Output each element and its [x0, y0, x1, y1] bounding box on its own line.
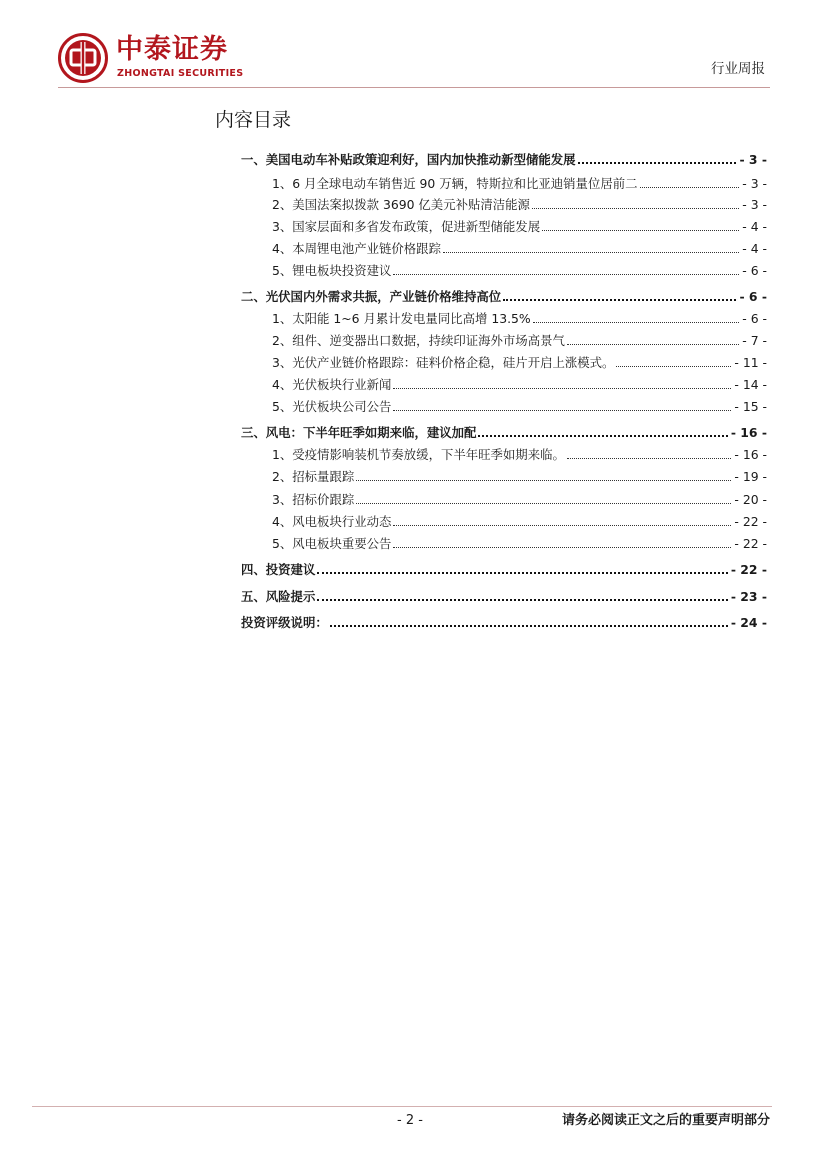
toc-subsection-entry[interactable]: [272, 534, 767, 552]
toc-subsection-entry[interactable]: [272, 239, 767, 257]
footer-disclaimer: 请务必阅读正文之后的重要声明部分: [561, 1113, 770, 1128]
toc-section-entry[interactable]: [241, 613, 767, 631]
toc-entry-text: 5、锂电板块投资建议: [272, 263, 392, 278]
toc-dot-leader: [640, 187, 740, 188]
toc-dot-leader: [317, 599, 728, 601]
toc-dot-leader: [317, 572, 728, 574]
toc-entry-text: 4、风电板块行业动态: [272, 514, 392, 529]
toc-dot-leader: [356, 480, 731, 481]
toc-dot-leader: [616, 366, 731, 367]
toc-section-entry[interactable]: [241, 423, 767, 441]
toc-page-number: - 15 -: [734, 399, 767, 414]
toc-page-number: - 11 -: [734, 355, 767, 370]
toc-dot-leader: [533, 322, 740, 323]
toc-page-number: - 3 -: [739, 152, 767, 167]
toc-subsection-entry[interactable]: [272, 375, 767, 393]
toc-entry-text: 五、风险提示: [241, 589, 316, 604]
footer-divider: [32, 1106, 772, 1107]
toc-entry-text: 5、风电板块重要公告: [272, 536, 392, 551]
toc-page-number: - 16 -: [730, 425, 767, 440]
toc-page-number: - 6 -: [742, 263, 767, 278]
toc-dot-leader: [356, 503, 731, 504]
toc-page-number: - 6 -: [739, 289, 767, 304]
toc-entry-text: 四、投资建议: [241, 562, 316, 577]
toc-dot-leader: [443, 252, 739, 253]
toc-subsection-entry[interactable]: [272, 195, 767, 213]
toc-page-number: - 7 -: [742, 333, 767, 348]
toc-entry-text: 2、美国法案拟拨款 3690 亿美元补贴清洁能源: [272, 197, 530, 212]
toc-dot-leader: [567, 458, 732, 459]
toc-dot-leader: [393, 525, 731, 526]
brand-name-cn: 中泰证券: [116, 34, 228, 65]
report-type-label: 行业周报: [711, 61, 765, 77]
toc-section-entry[interactable]: [241, 587, 767, 605]
toc-subsection-entry[interactable]: [272, 309, 767, 327]
toc-page-number: - 4 -: [742, 241, 767, 256]
toc-entry-text: 一、美国电动车补贴政策迎利好，国内加快推动新型储能发展: [241, 152, 576, 167]
toc-dot-leader: [503, 299, 736, 301]
toc-subsection-entry[interactable]: [272, 512, 767, 530]
toc-entry-text: 1、6 月全球电动车销售近 90 万辆，特斯拉和比亚迪销量位居前二: [272, 176, 638, 191]
toc-dot-leader: [478, 435, 727, 437]
toc-page-number: - 3 -: [742, 197, 767, 212]
toc-page-number: - 24 -: [730, 615, 767, 630]
toc-subsection-entry[interactable]: [272, 331, 767, 349]
toc-section-entry[interactable]: [241, 287, 767, 305]
toc-entry-text: 2、组件、逆变器出口数据，持续印证海外市场高景气: [272, 333, 565, 348]
toc-subsection-entry[interactable]: [272, 445, 767, 463]
toc-page-number: - 20 -: [734, 492, 767, 507]
toc-page-number: - 4 -: [742, 219, 767, 234]
toc-entry-text: 二、光伏国内外需求共振，产业链价格维持高位: [241, 289, 502, 304]
brand-name-en: ZHONGTAI SECURITIES: [117, 68, 244, 79]
toc-subsection-entry[interactable]: [272, 217, 767, 235]
toc-subsection-entry[interactable]: [272, 467, 767, 485]
toc-page-number: - 23 -: [730, 589, 767, 604]
toc-entry-text: 4、本周锂电池产业链价格跟踪: [272, 241, 441, 256]
toc-page-number: - 16 -: [734, 447, 767, 462]
toc-dot-leader: [330, 625, 728, 627]
toc-dot-leader: [532, 208, 739, 209]
toc-entry-text: 1、受疫情影响装机节奏放缓，下半年旺季如期来临。: [272, 447, 565, 462]
toc-page-number: - 3 -: [742, 176, 767, 191]
toc-section-entry[interactable]: [241, 560, 767, 578]
toc-dot-leader: [393, 388, 731, 389]
toc-page-number: - 22 -: [734, 536, 767, 551]
toc-page-number: - 19 -: [734, 469, 767, 484]
toc-dot-leader: [393, 274, 739, 275]
toc-entry-text: 1、太阳能 1~6 月累计发电量同比高增 13.5%: [272, 311, 531, 326]
toc-subsection-entry[interactable]: [272, 397, 767, 415]
toc-entry-text: 3、国家层面和多省发布政策，促进新型储能发展: [272, 219, 541, 234]
toc-page-number: - 22 -: [734, 514, 767, 529]
toc-subsection-entry[interactable]: [272, 490, 767, 508]
toc-title: 内容目录: [215, 109, 292, 131]
toc-dot-leader: [567, 344, 739, 345]
toc-page-number: - 22 -: [730, 562, 767, 577]
toc-section-entry[interactable]: [241, 150, 767, 168]
page-number: - 2 -: [397, 1113, 423, 1128]
toc-dot-leader: [393, 547, 731, 548]
toc-page-number: - 6 -: [742, 311, 767, 326]
toc-subsection-entry[interactable]: [272, 261, 767, 279]
toc-dot-leader: [393, 410, 731, 411]
toc-entry-text: 投资评级说明：: [241, 615, 328, 630]
toc-page-number: - 14 -: [734, 377, 767, 392]
toc-subsection-entry[interactable]: [272, 174, 767, 192]
toc-dot-leader: [542, 230, 739, 231]
toc-entry-text: 5、光伏板块公司公告: [272, 399, 392, 414]
toc-entry-text: 3、光伏产业链价格跟踪：硅料价格企稳，硅片开启上涨模式。: [272, 355, 615, 370]
toc-dot-leader: [578, 162, 737, 164]
toc-entry-text: 3、招标价跟踪: [272, 492, 355, 507]
toc-entry-text: 4、光伏板块行业新闻: [272, 377, 392, 392]
toc-subsection-entry[interactable]: [272, 353, 767, 371]
toc-entry-text: 三、风电：下半年旺季如期来临，建议加配: [241, 425, 477, 440]
toc-entry-text: 2、招标量跟踪: [272, 469, 355, 484]
